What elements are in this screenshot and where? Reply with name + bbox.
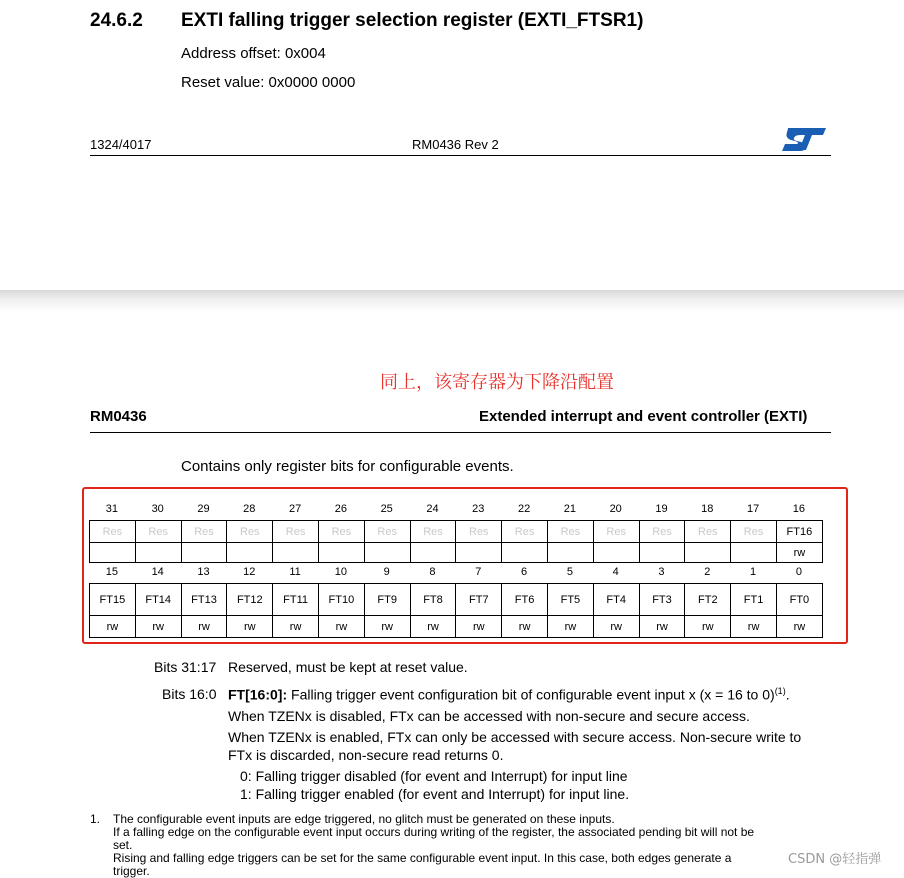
page-number: 1324/4017 [90,137,152,152]
reserved-field: Res [684,520,731,543]
footnote-line-4: Rising and falling edge triggers can be set for the same configurable event input. In this case, both edges generate a [113,851,732,865]
access-cell: rw [318,615,365,638]
reserved-field: Res [593,520,640,543]
bit-number: 0 [795,566,802,578]
bit-number: 30 [151,503,164,515]
bit-number: 10 [334,566,348,578]
access-cell [639,542,686,563]
bit-number: 27 [288,503,302,515]
bit-number: 1 [750,566,757,578]
reserved-field: Res [272,520,319,543]
reserved-field: Res [364,520,411,543]
access-cell [730,542,777,563]
reserved-field: Res [501,520,548,543]
bit-number: 7 [475,566,482,578]
annotation-note: 同上，该寄存器为下降沿配置 [380,372,614,393]
field-cell: FT13 [181,583,228,616]
field-cell: FT16 [776,520,823,543]
access-cell [226,542,273,563]
intro-text: Contains only register bits for configurable events. [181,458,514,475]
page-break [0,290,904,312]
footnote-line-5: trigger. [113,864,150,878]
st-logo [780,126,828,152]
bit-number: 19 [655,503,668,515]
access-cell: rw [272,615,319,638]
access-cell [410,542,457,563]
ft-field-text: Falling trigger event configuration bit of configurable event input x (x = 16 to 0) [291,686,775,703]
bit-number: 11 [289,566,301,578]
reserved-field: Res [639,520,686,543]
footer-rule [90,155,831,156]
reset-value: Reset value: 0x0000 0000 [181,74,356,91]
access-cell [272,542,319,563]
field-cell: FT7 [455,583,502,616]
reserved-field: Res [547,520,594,543]
bit-number: 6 [521,566,528,578]
access-cell: rw [547,615,594,638]
field-cell: FT12 [226,583,273,616]
ft-bits-label: Bits 16:0 [162,686,217,702]
footnote-ref[interactable]: (1) [774,686,786,696]
field-cell: FT1 [730,583,777,616]
tz-disabled-text: When TZENx is disabled, FTx can be accessed with non-secure and secure access. [228,708,750,724]
field-cell: FT0 [776,583,823,616]
bit-number: 15 [105,566,119,578]
access-cell [593,542,640,563]
ft-field-name: FT[16:0]: [228,686,288,703]
access-cell [684,542,731,563]
access-cell [547,542,594,563]
access-cell: rw [684,615,731,638]
section-title: EXTI falling trigger selection register (EXTI_FTSR1) [181,10,644,31]
access-cell [181,542,228,563]
bit-number: 23 [472,503,485,515]
access-cell: rw [776,615,823,638]
field-cell: FT11 [272,583,319,616]
bit-number: 25 [380,503,393,515]
access-cell [135,542,182,563]
field-cell: FT3 [639,583,686,616]
access-cell: rw [364,615,411,638]
bit-number: 29 [197,503,210,515]
tz-enabled-text-1: When TZENx is enabled, FTx can only be accessed with secure access. Non-secure write to [228,729,802,745]
access-cell: rw [181,615,228,638]
bit-number: 22 [517,503,531,515]
access-cell [364,542,411,563]
access-cell [501,542,548,563]
access-cell: rw [501,615,548,638]
option-1: 1: Falling trigger enabled (for event and Interrupt) for input line. [240,786,630,802]
access-cell [318,542,365,563]
address-offset: Address offset: 0x004 [181,45,326,62]
bit-number: 5 [566,566,573,578]
reserved-field: Res [318,520,365,543]
bit-number: 12 [243,566,256,578]
reserved-field: Res [455,520,502,543]
field-cell: FT9 [364,583,411,616]
bit-number: 24 [426,503,439,515]
ft-bits-description [228,686,790,703]
access-cell: rw [135,615,182,638]
watermark: CSDN @轻指弹 [788,852,882,867]
bit-number: 17 [746,503,760,515]
section-number: 24.6.2 [90,10,143,31]
footnote-line-2: If a falling edge on the configurable event input occurs during writing of the register, the associated pending bit will not be [113,825,755,839]
access-cell: rw [89,615,136,638]
bit-number: 18 [701,503,714,515]
bit-number: 3 [658,566,665,578]
access-cell: rw [593,615,640,638]
field-cell: FT2 [684,583,731,616]
bit-number: 31 [105,503,119,515]
header-rule [90,432,831,433]
bit-number: 13 [197,566,210,578]
footnote-line-3: set. [113,838,133,852]
access-cell: rw [776,542,823,563]
field-cell: FT5 [547,583,594,616]
bit-number: 21 [563,503,577,515]
reserved-bits-text: Reserved, must be kept at reset value. [228,659,468,675]
reserved-field: Res [181,520,228,543]
bit-number: 9 [383,566,390,578]
field-cell: FT4 [593,583,640,616]
bit-number: 16 [792,503,806,515]
access-cell: rw [455,615,502,638]
header-doc-id: RM0436 [90,408,147,425]
footnote-line-1: The configurable event inputs are edge triggered, no glitch must be generated on these inputs. [113,812,615,826]
access-cell: rw [410,615,457,638]
tz-enabled-text-2: FTx is discarded, non-secure read returns 0. [228,747,504,763]
option-0: 0: Falling trigger disabled (for event and Interrupt) for input line [240,768,628,784]
access-cell [455,542,502,563]
bit-number: 26 [334,503,348,515]
header-chapter-title: Extended interrupt and event controller (EXTI) [479,408,808,425]
ft-field-period: . [785,686,790,703]
access-cell: rw [226,615,273,638]
reserved-field: Res [730,520,777,543]
field-cell: FT10 [318,583,365,616]
reserved-field: Res [89,520,136,543]
bit-number: 20 [609,503,622,515]
access-cell: rw [639,615,686,638]
footnote-number: 1. [90,812,101,826]
field-cell: FT8 [410,583,457,616]
bit-number: 28 [243,503,256,515]
bit-number: 4 [612,566,619,578]
bit-number: 14 [151,566,164,578]
reserved-field: Res [226,520,273,543]
bit-number: 2 [704,566,711,578]
access-cell [89,542,136,563]
doc-revision: RM0436 Rev 2 [412,137,499,152]
access-cell: rw [730,615,777,638]
field-cell: FT14 [135,583,182,616]
bit-number: 8 [429,566,436,578]
field-cell: FT15 [89,583,136,616]
field-cell: FT6 [501,583,548,616]
reserved-field: Res [410,520,457,543]
reserved-field: Res [135,520,182,543]
reserved-bits-label: Bits 31:17 [154,659,217,675]
